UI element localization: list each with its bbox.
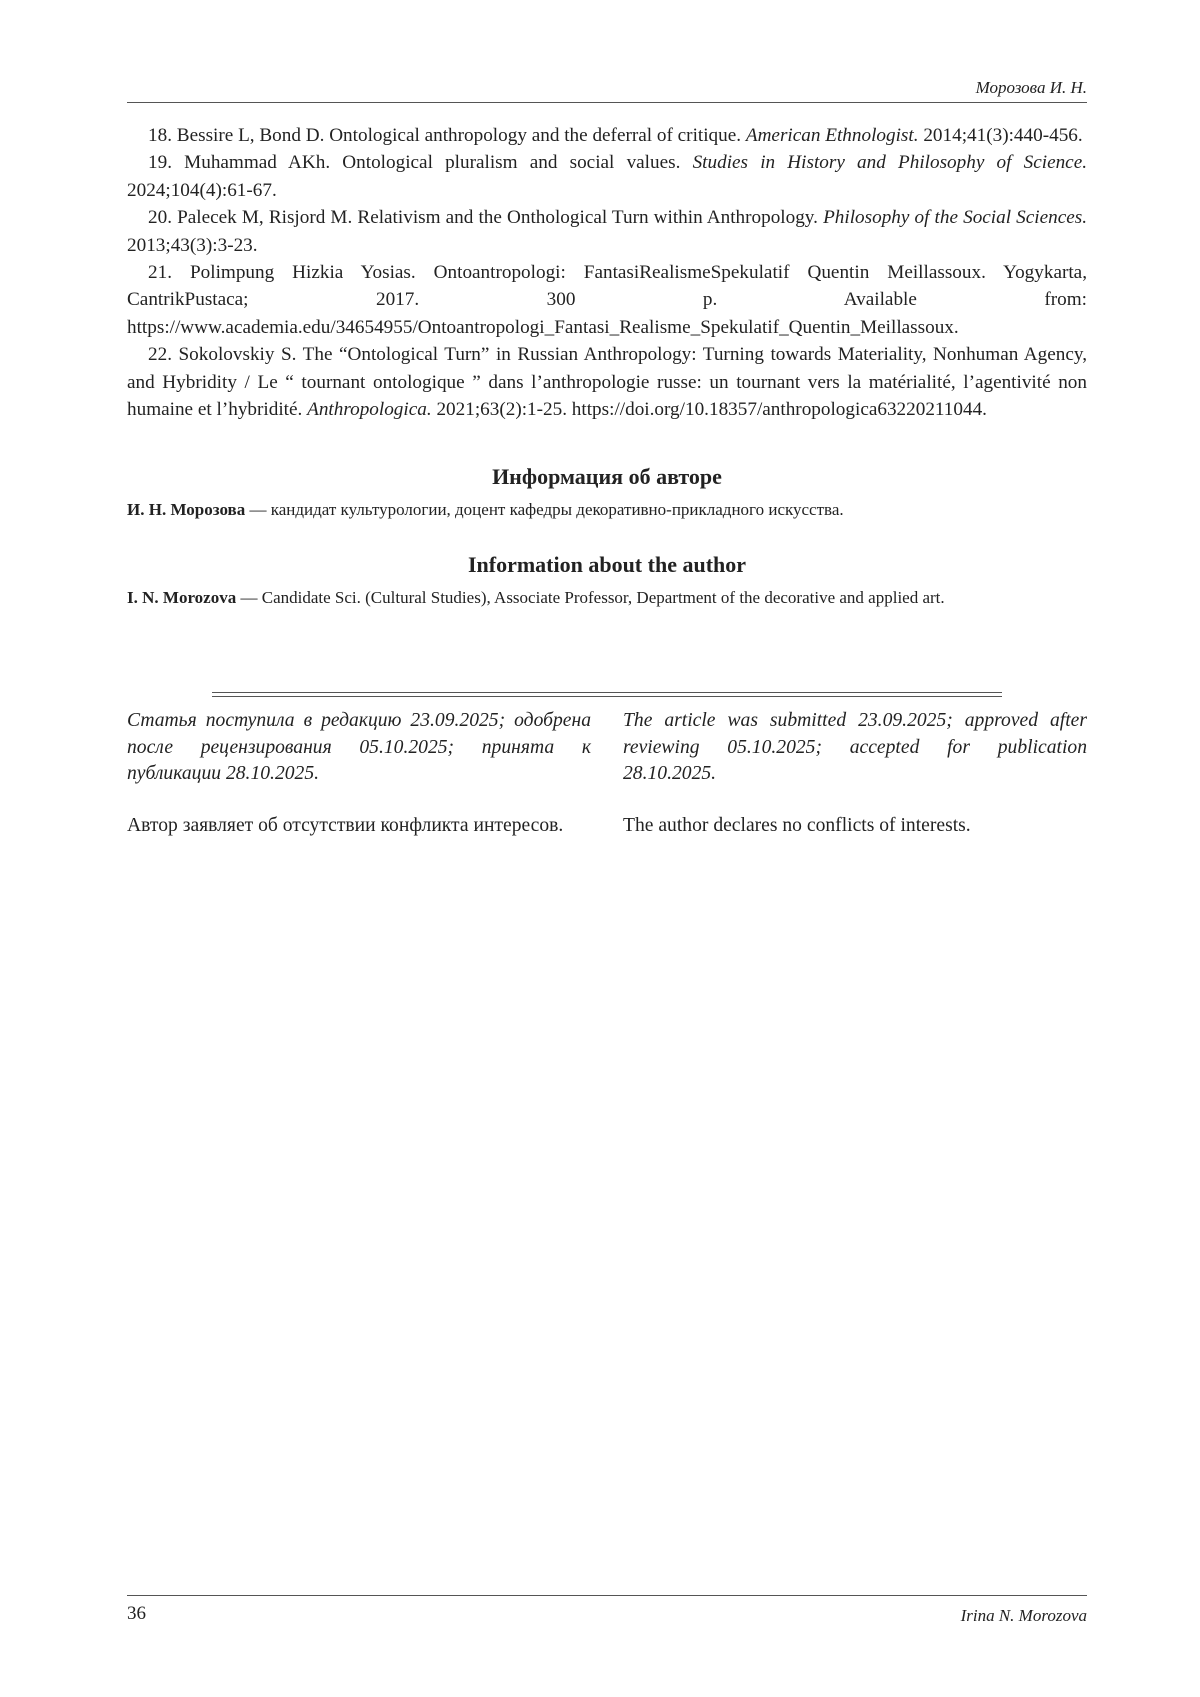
author-name-en: I. N. Morozova [127,588,237,607]
reference-number: 20. [148,207,172,229]
reference-text: Polimpung Hizkia Yosias. Ontoantropologi: FantasiRealismeSpekulatif Quentin Meillassoux. Yogykarta, CantrikPustaca; 2017. 300 p. Available from: https://www.academia.edu/34654955/Ontoantropologi_Fantasi_Realisme_Spekulatif_Quentin_Meillassoux. [127,262,1087,338]
journal-page [127,0,1087,1697]
footer-rule [127,1595,1087,1596]
author-name-ru: И. Н. Морозова [127,500,246,519]
submission-dates-ru [127,708,591,788]
author-info-en [127,588,1087,608]
reference-item [127,341,1087,423]
author-description-ru: — кандидат культурологии, доцент кафедры декоративно-прикладного искусства. [245,500,844,519]
reference-text: Sokolovskiy S. The “Ontological Turn” in Russian Anthropology: Turning towards Materiality, Nonhuman Agency, and Hybridity / Le “ tournant ontologique ” dans l’anthropologie russe: un tournant vers la matérialité, l’agentivité non humaine et l’hybridité. [127,344,1087,421]
reference-item [127,122,1087,149]
reference-journal: Philosophy of the Social Sciences. [823,207,1088,229]
reference-list [127,122,1087,423]
reference-details: 2014;41(3):440-456. [923,125,1083,146]
reference-number: 19. [148,152,172,174]
author-info-heading-en: Information about the author [467,552,747,577]
conflict-text-en: The author declares no conflicts of interests. [623,815,971,836]
reference-journal: Studies in History and Philosophy of Science. [692,152,1088,174]
reference-item [127,204,1087,259]
reference-text: Muhammad AKh. Ontological pluralism and social values. [184,152,681,174]
author-info-heading-ru: Информация об авторе [492,464,722,489]
conflict-text-ru: Автор заявляет об отсутствии конфликта интересов. [127,815,564,836]
conflict-statement-ru [127,813,591,840]
author-description-en: — Candidate Sci. (Cultural Studies), Associate Professor, Department of the decorative and applied art. [236,588,945,607]
reference-number: 18. [148,125,172,146]
reference-item [127,259,1087,341]
reference-text: Palecek M, Risjord M. Relativism and the Onthological Turn within Anthropology. [177,207,818,229]
reference-number: 22. [148,344,172,366]
reference-details: 2021;63(2):1-25. https://doi.org/10.18357/anthropologica63220211044. [436,399,987,421]
reference-number: 21. [148,262,172,284]
reference-text: Bessire L, Bond D. Ontological anthropology and the deferral of critique. [176,125,742,146]
reference-journal: American Ethnologist. [745,125,919,146]
running-head: Морозова И. Н. [975,78,1087,97]
submission-dates-en [623,708,1087,788]
reference-journal: Anthropologica. [307,399,432,421]
reference-details: 2024;104(4):61-67. [127,179,277,201]
footer-author: Irina N. Morozova [960,1606,1087,1625]
submission-text-en: The article was submitted 23.09.2025; approved after reviewing 05.10.2025; accepted for publication 28.10.2025. [623,710,1087,784]
double-divider [212,692,1002,697]
reference-item [127,149,1087,204]
submission-text-ru: Статья поступила в редакцию 23.09.2025; одобрена после рецензирования 05.10.2025; принята к публикации 28.10.2025. [127,710,591,784]
conflict-statement-en [623,813,1087,840]
header-rule [127,102,1087,103]
author-info-ru [127,500,1087,520]
reference-details: 2013;43(3):3-23. [127,234,258,256]
page-number: 36 [127,1603,146,1624]
